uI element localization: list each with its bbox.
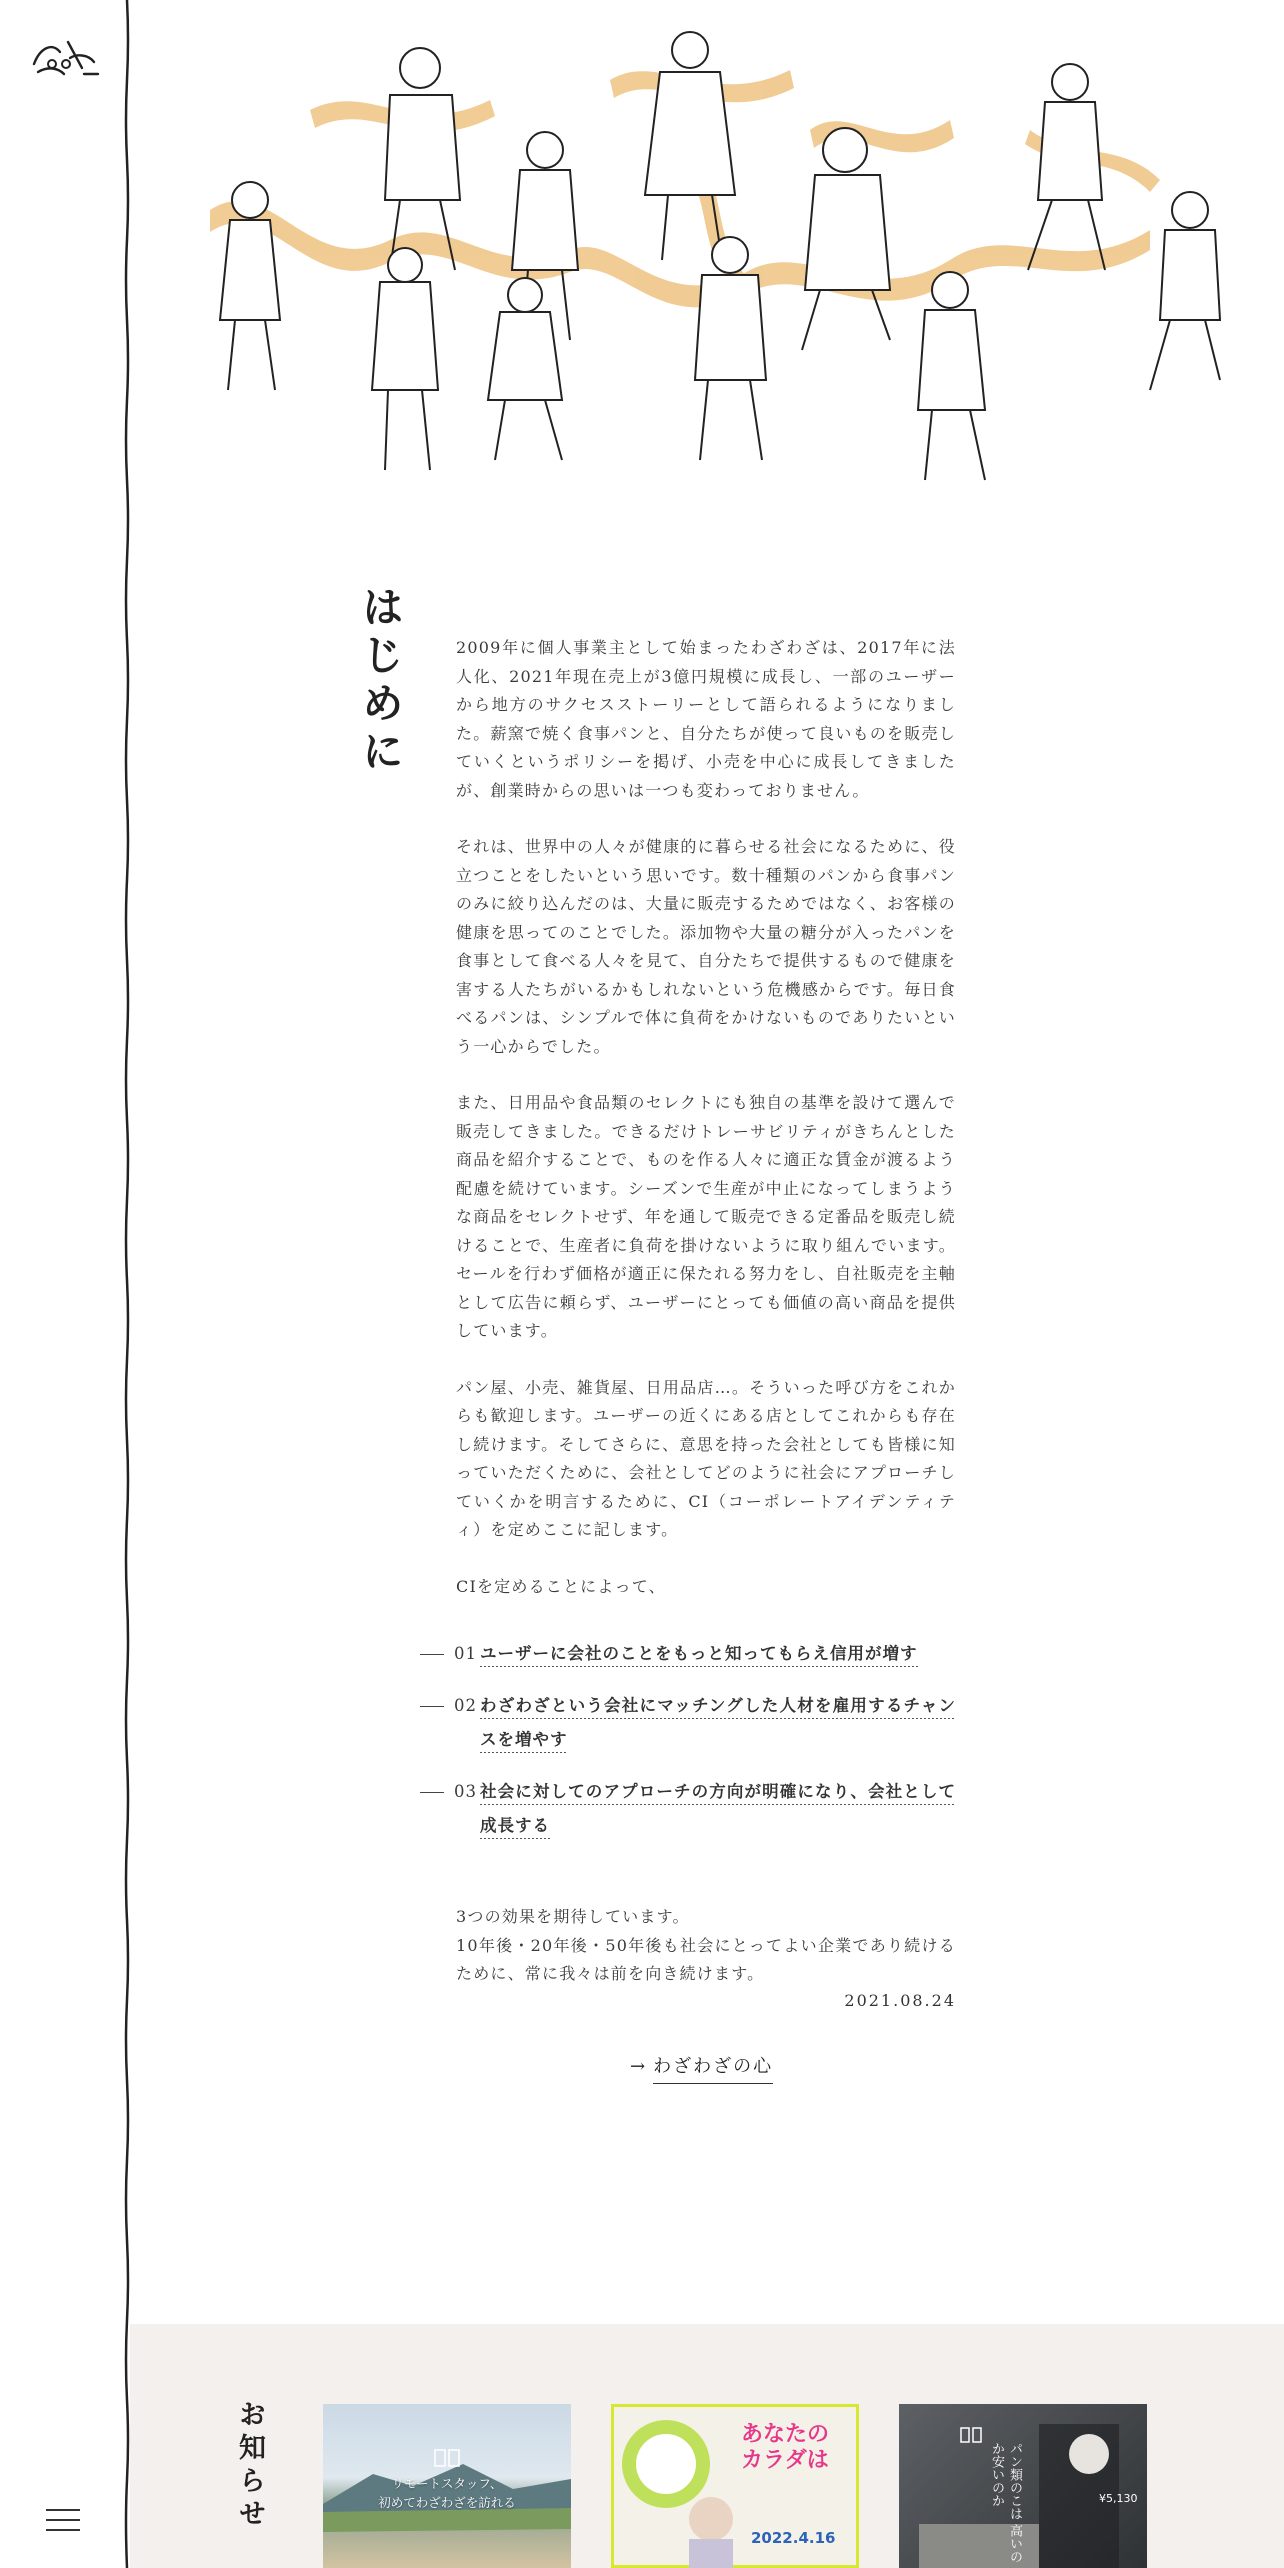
dash-icon [420, 1792, 444, 1843]
wazawaza-logo-icon[interactable] [30, 28, 102, 90]
hamburger-menu-icon[interactable] [46, 2507, 82, 2533]
closing-line: 10年後・20年後・50年後も社会にとってよい企業であり続けるために、常に我々は前を向き続けます。 [456, 1935, 956, 1983]
closing-line: 3つの効果を期待しています。 [456, 1907, 690, 1926]
arrow-right-icon: → [630, 2056, 648, 2077]
effect-text: ユーザーに会社のことをもっと知ってもらえ信用が増す [480, 1644, 918, 1667]
dancing-people-with-ribbons-illustration [190, 20, 1240, 500]
card-caption: パン類のこは 高いのか安いのか [989, 2442, 1022, 2564]
poster-date: 2022.4.16 [751, 2529, 836, 2547]
book-icon [959, 2426, 983, 2444]
news-card[interactable] [899, 2404, 1147, 2568]
news-section [130, 2324, 1284, 2568]
effect-item [420, 1637, 956, 1671]
book-icon [433, 2448, 461, 2468]
news-card[interactable] [323, 2404, 571, 2568]
news-title: お知らせ [234, 2400, 265, 2532]
intro-paragraph: パン屋、小売、雑貨屋、日用品店…。そういった呼び方をこれからも歓迎します。ユーザーの近くにある店としてこれからも存在し続けます。そしてさらに、意思を持った会社としても皆様に知っていただくために、会社としてどのように社会にアプローチしていくかを明言するために、CI（コーポレートアイデンティティ）を定めここに記します。 [456, 1377, 956, 1539]
effect-number: 03 [454, 1782, 477, 1801]
effect-item [420, 1689, 956, 1757]
poster-headline: あなたの [741, 2422, 830, 2447]
effect-item [420, 1775, 956, 1843]
link-label: わざわざの心 [653, 2056, 773, 2084]
closing-text [456, 1903, 956, 1989]
card-caption-line: リモートスタッフ、 [391, 2476, 503, 2491]
page-title: はじめに [356, 585, 405, 777]
card-price: ¥5,130 [1099, 2492, 1138, 2505]
poster-headline: カラダは [741, 2448, 829, 2473]
effect-text: 社会に対してのアプローチの方向が明確になり、会社として成長する [480, 1782, 956, 1839]
intro-body [456, 634, 956, 1989]
news-card[interactable] [611, 2404, 859, 2568]
card-caption-line: 初めてわざわざを訪れる [378, 2495, 516, 2510]
effect-number: 02 [454, 1696, 477, 1715]
rail-divider [124, 0, 130, 2568]
bakery-kitchen-image [899, 2404, 1147, 2568]
effect-text: わざわざという会社にマッチングした人材を雇用するチャンスを増やす [480, 1696, 956, 1753]
publish-date: 2021.08.24 [844, 1991, 956, 2010]
effects-list [420, 1637, 956, 1843]
dash-icon [420, 1654, 444, 1671]
intro-paragraph: また、日用品や食品類のセレクトにも独自の基準を設けて選んで販売してきました。できるだけトレーサビリティがきちんとした商品を紹介することで、ものを作る人々に適正な賃金が渡るよう配慮を続けています。シーズンで生産が中止になってしまうような商品をセレクトせず、年を通して販売できる定番品を販売し続けることで、生産者に負荷を掛けないように取り組んでいます。セールを行わず価格が適正に保たれる努力をし、自社販売を主軸として広告に頼らず、ユーザーにとっても価値の高い商品を提供しています。 [456, 1093, 956, 1340]
intro-paragraph: それは、世界中の人々が健康的に暮らせる社会になるために、役立つことをしたいという思いです。数十種類のパンから食事パンのみに絞り込んだのは、大量に販売するためではなく、お客様の健康を思ってのことでした。添加物や大量の糖分が入ったパンを食事として食べる人々を見て、自分たちで提供するもので健康を害する人たちがいるかもしれないという危機感からです。毎日食べるパンは、シンプルで体に負荷をかけないものでありたいという一心からでした。 [456, 837, 956, 1056]
effect-number: 01 [454, 1644, 477, 1663]
ci-lead: CIを定めることによって、 [456, 1576, 666, 1596]
left-rail [0, 0, 130, 2568]
intro-paragraph: 2009年に個人事業主として始まったわざわざは、2017年に法人化、2021年現在売上が3億円規模に成長し、一部のユーザーから地方のサクセスストーリーとして語られるようになりました。薪窯で焼く食事パンと、自分たちが使って良いものを販売していくというポリシーを掲げ、小売を中心に成長してきましたが、創業時からの思いは一つも変わっておりません。 [456, 638, 956, 800]
wazawaza-kokoro-link[interactable] [630, 2052, 773, 2078]
dash-icon [420, 1706, 444, 1757]
